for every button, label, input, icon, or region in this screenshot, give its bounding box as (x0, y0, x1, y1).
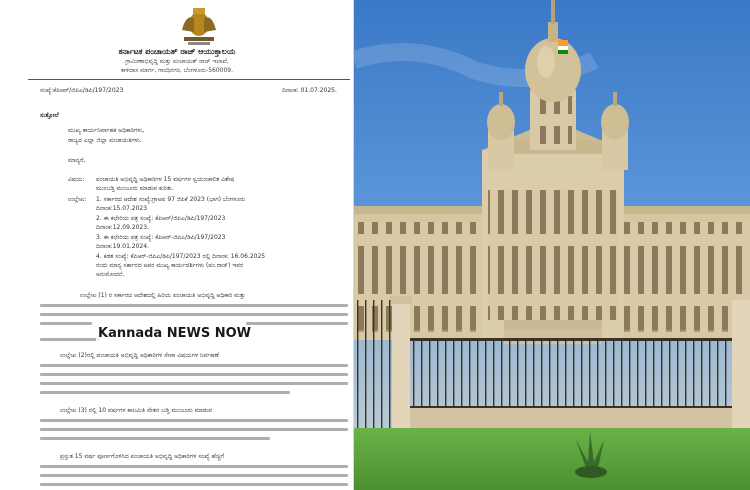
salutation: ಮಾನ್ಯರೆ, (68, 157, 86, 164)
paragraph-text-line (40, 474, 348, 477)
paragraph-2-start: ಉಲ್ಲೇಖ (2)ರಲ್ಲಿ ಪಂಚಾಯತಿ ಅಭಿವೃದ್ಧಿ ಅಧಿಕಾರಿಗಳ ಸೇವಾ ವಿಷಯಗಳ ನಿರ್ವಹಣೆ (60, 352, 219, 359)
state-emblem-icon (176, 4, 222, 46)
circular-label: ಸುತ್ತೋಲೆ (40, 112, 59, 119)
paragraph-text-line (40, 382, 348, 385)
paragraph-text-line (40, 322, 92, 325)
reference-3a: 3. ಈ ಕಛೇರಿಯ ಪತ್ರ ಸಂಖ್ಯೆ: ಕೆಪಿಆರ್-ಜಿಪಿಎ/ಡಿಪಿ/197/2023 (96, 234, 226, 241)
document-date: ದಿನಾಂಕ: 01.07.2025. (282, 87, 337, 94)
reference-1a: 1. ಸರ್ಕಾರದ ಆದೇಶ ಸಂಖ್ಯೆ:ಗ್ರಾಅಪ 97 ಜಿಪಿಕೆ 2023 (ಭಾಗ) ಬೆಂಗಳೂರು (96, 196, 246, 203)
paragraph-4-start: ಪ್ರಸ್ತುತ 15 ವರ್ಷ ಪೂರ್ಣಗೊಳಿಸಿದ ಪಂಚಾಯತಿ ಅಭಿವೃದ್ಧಿ ಅಧಿಕಾರಿಗಳ ಸಂಖ್ಯೆ ಹೆಚ್ಚಿಗೆ (60, 453, 225, 460)
paragraph-text-line (40, 373, 348, 376)
reference-4c: ಅನುಮೋದನೆ. (96, 271, 125, 278)
subject-label: ವಿಷಯ: (68, 176, 85, 183)
paragraph-text-line (40, 338, 100, 341)
government-circular-document (0, 0, 354, 490)
paragraph-text-line (40, 437, 270, 440)
paragraph-text-line (40, 419, 348, 422)
paragraph-text-line (40, 483, 348, 486)
lawn (354, 428, 750, 490)
paragraph-1-start: ಉಲ್ಲೇಖ (1) ರ ಸರ್ಕಾರದ ಆದೇಶದಲ್ಲಿ ಹಿರಿಯ ಪಂಚಾಯತಿ ಅಭಿವೃದ್ಧಿ ಅಧಿಕಾರಿ ಮತ್ತು (80, 292, 246, 299)
reference-number: ಸಂಖ್ಯೆ:ಕೆಪಿಆರ್/ಜಿಪಿಎ/ಡಿಪಿ/197/2023 (40, 87, 124, 94)
department-subtitle: ಗ್ರಾಮೀಣಾಭಿವೃದ್ಧಿ ಮತ್ತು ಪಂಚಾಯತ್ ರಾಜ್ ಇಲಾಖೆ, (125, 58, 229, 65)
subject-text-2: ಮುಂಬಡ್ತಿ ಮಂಜೂರು ಮಾಡುವ ಕುರಿತು. (96, 185, 174, 192)
paragraph-text-line (40, 465, 348, 468)
department-address: ಕಾಳಿದಾಸ ಮಾರ್ಗ, ಗಾಂಧಿನಗರ, ಬೆಂಗಳೂರು-560009. (120, 67, 234, 74)
paragraph-text-line (246, 322, 348, 325)
paragraph-3-start: ಉಲ್ಲೇಖ (3) ರಲ್ಲಿ 10 ವರ್ಷಗಳ ಕಾಲಮಿತಿ ವೇತನ ಬಡ್ತಿ ಮಂಜೂರು ಮಾಡುವ (60, 407, 213, 414)
paragraph-text-line (40, 304, 348, 307)
news-watermark: Kannada NEWS NOW (98, 326, 251, 341)
addressee-line-2: ರಾಜ್ಯದ ಎಲ್ಲಾ ಜಿಲ್ಲಾ ಪಂಚಾಯತಿಗಳು. (68, 137, 142, 144)
paragraph-text-line (40, 364, 348, 367)
subject-text-1: ಪಂಚಾಯತಿ ಅಭಿವೃದ್ಧಿ ಅಧಿಕಾರಿಗಳ 15 ವರ್ಷಗಳ ಸ್ವಯಂಚಾಲಿತ ವಿಶೇಷ (96, 176, 235, 183)
paragraph-text-line (40, 391, 290, 394)
reference-2b: ದಿನಾಂಕ:12.09.2023. (96, 224, 149, 231)
building-photo-illustration (354, 0, 750, 490)
reference-1b: ದಿನಾಂಕ:15.07.2023 (96, 205, 148, 212)
department-name: ಕರ್ನಾಟಕ ಪಂಚಾಯತ್ ರಾಜ್ ಆಯುಕ್ತಾಲಯ (118, 47, 236, 56)
building-right-wing (612, 206, 750, 340)
header-divider (28, 79, 350, 80)
paragraph-text-line (40, 428, 348, 431)
reference-4b: ರಂದು ಮಾನ್ಯ ಸರ್ಕಾರದ ಅಪರ ಮುಖ್ಯ ಕಾರ್ಯದರ್ಶಿಗಳು (ಪಂ.ರಾಜ್) ಇವರ (96, 262, 244, 269)
references-label: ಉಲ್ಲೇಖ: (68, 196, 87, 203)
addressee-line-1: ಮುಖ್ಯ ಕಾರ್ಯನಿರ್ವಾಹಕ ಅಧಿಕಾರಿಗಳು, (68, 127, 145, 134)
reference-2a: 2. ಈ ಕಛೇರಿಯ ಪತ್ರ ಸಂಖ್ಯೆ: ಕೆಪಿಆರ್/ಜಿಪಿಎ/ಡಿಪಿ/197/2023 (96, 215, 226, 222)
reference-4a: 4. ಕಡತ ಸಂಖ್ಯೆ: ಕೆಪಿಆರ್-ಜಿಪಿಎ/ಡಿಪಿ/197/2023 ರಲ್ಲಿ ದಿನಾಂಕ: 16.06.2025 (96, 253, 266, 260)
vidhana-soudha-photo (354, 0, 750, 490)
reference-3b: ದಿನಾಂಕ:19.01.2024. (96, 243, 149, 250)
paragraph-text-line (40, 313, 348, 316)
